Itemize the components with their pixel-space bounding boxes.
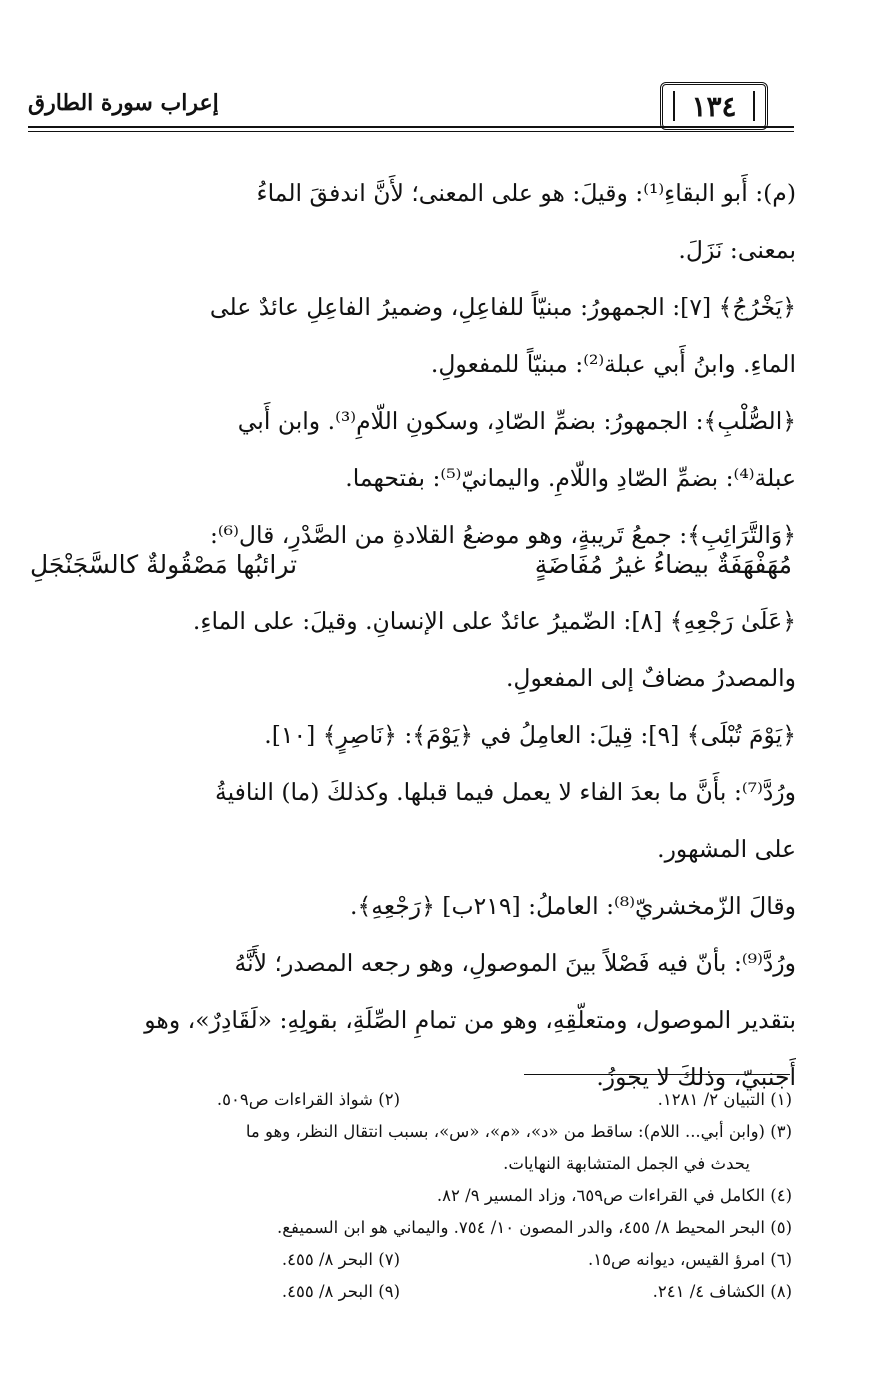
footnote-row — [26, 1276, 792, 1308]
body-line: ورُدَّ⁽⁷⁾: بأَنَّ ما بعدَ الفاء لا يعمل فيما قبلها. وكذلكَ (ما) النافيةُ — [214, 778, 796, 806]
header-rule — [28, 126, 794, 128]
body-line: بتقدير الموصول، ومتعلّقِهِ، وهو من تمامِ الصِّلَةِ، بقولِهِ: «لَقَادِرٌ»، وهو — [144, 1006, 796, 1034]
body-line: والمصدرُ مضافٌ إلى المفعولِ. — [505, 664, 796, 692]
body-text-part-2 — [26, 593, 796, 1106]
body-line: وقالَ الزّمخشريّ⁽⁸⁾: العاملُ: [٢١٩ب] ﴿رَجْعِهِ﴾. — [350, 892, 796, 920]
footnote-4: (٤) الكامل في القراءات ص٦٥٩، وزاد المسير ٩/ ٨٢. — [436, 1186, 792, 1205]
footnote-row — [26, 1148, 792, 1180]
body-line: ﴿وَالتَّرَائِبِ﴾: جمعُ تَريبةٍ، وهو موضعُ القلادةِ من الصَّدْرِ، قال⁽⁶⁾: — [209, 521, 796, 549]
footnote-9: (٩) البحر ٨/ ٤٥٥. — [281, 1282, 400, 1301]
body-line: ﴿الصُّلْبِ﴾: الجمهورُ: بضمِّ الصّادِ، وسكونِ اللّامِ⁽³⁾. وابن أَبي — [237, 407, 796, 435]
body-line: ﴿يَوْمَ تُبْلَى﴾ [٩]: قِيلَ: العامِلُ في ﴿يَوْمَ﴾: ﴿نَاصِرٍ﴾ [١٠]. — [264, 721, 796, 749]
body-line: (م): أَبو البقاءِ⁽¹⁾: وقيلَ: هو على المعنى؛ لأَنَّ اندفقَ الماءُ — [256, 179, 796, 207]
footnote-7: (٧) البحر ٨/ ٤٥٥. — [281, 1250, 400, 1269]
footnote-row — [26, 1084, 792, 1116]
footnote-row — [26, 1244, 792, 1276]
footnote-row — [26, 1116, 792, 1148]
body-line: بمعنى: نَزَلَ. — [678, 236, 796, 264]
verse-first-hemistich: مُهَفْهَفَةٌ بيضاءُ غيرُ مُفَاضَةٍ — [534, 550, 792, 579]
header-rule-thin — [28, 131, 794, 132]
footnote-3: (٣) (وابن أبي... اللام): ساقط من «د»، «م»، «س»، بسبب انتقال النظر، وهو ما — [245, 1122, 792, 1141]
body-line: على المشهور. — [657, 835, 796, 863]
footnote-separator — [524, 1074, 790, 1075]
footnote-1: (١) التبيان ٢/ ١٢٨١. — [657, 1090, 792, 1109]
body-line: ﴿عَلَىٰ رَجْعِهِ﴾ [٨]: الضّميرُ عائدٌ على الإنسانِ. وقيلَ: على الماءِ. — [192, 607, 796, 635]
footnote-8: (٨) الكشاف ٤/ ٢٤١. — [652, 1282, 792, 1301]
page-number: ١٣٤ — [660, 82, 768, 130]
footnote-2: (٢) شواذ القراءات ص٥٠٩. — [216, 1090, 400, 1109]
footnote-row — [26, 1212, 792, 1244]
footnote-3-continued: يحدث في الجمل المتشابهة النهايات. — [503, 1154, 750, 1173]
footnote-5: (٥) البحر المحيط ٨/ ٤٥٥، والدر المصون ١٠/ ٧٥٤. واليماني هو ابن السميفع. — [277, 1218, 792, 1237]
verse-second-hemistich: ترائبُها مَصْقُولةٌ كالسَّجَنْجَلِ — [30, 550, 298, 579]
body-line: أَجنبيّ، وذلكَ لا يجوزُ. — [596, 1063, 796, 1091]
body-line: ورُدَّ⁽⁹⁾: بأنّ فيه فَصْلاً بينَ الموصولِ، وهو رجعه المصدر؛ لأَنَّهُ — [234, 949, 796, 977]
body-line: عبلة⁽⁴⁾: بضمِّ الصّادِ واللّامِ. واليمانيّ⁽⁵⁾: بفتحهما. — [345, 464, 796, 492]
footnote-6: (٦) امرؤ القيس، ديوانه ص١٥. — [588, 1250, 792, 1269]
body-line: الماءِ. وابنُ أَبي عبلة⁽²⁾: مبنيّاً للمفعولِ. — [430, 350, 796, 378]
body-line: ﴿يَخْرُجُ﴾ [٧]: الجمهورُ: مبنيّاً للفاعِلِ، وضميرُ الفاعِلِ عائدٌ على — [209, 293, 796, 321]
poetry-verse — [26, 536, 796, 593]
footnotes — [26, 1084, 792, 1308]
running-header-title: إعراب سورة الطارق — [28, 90, 219, 116]
body-text-part-1 — [26, 165, 796, 564]
footnote-row — [26, 1180, 792, 1212]
